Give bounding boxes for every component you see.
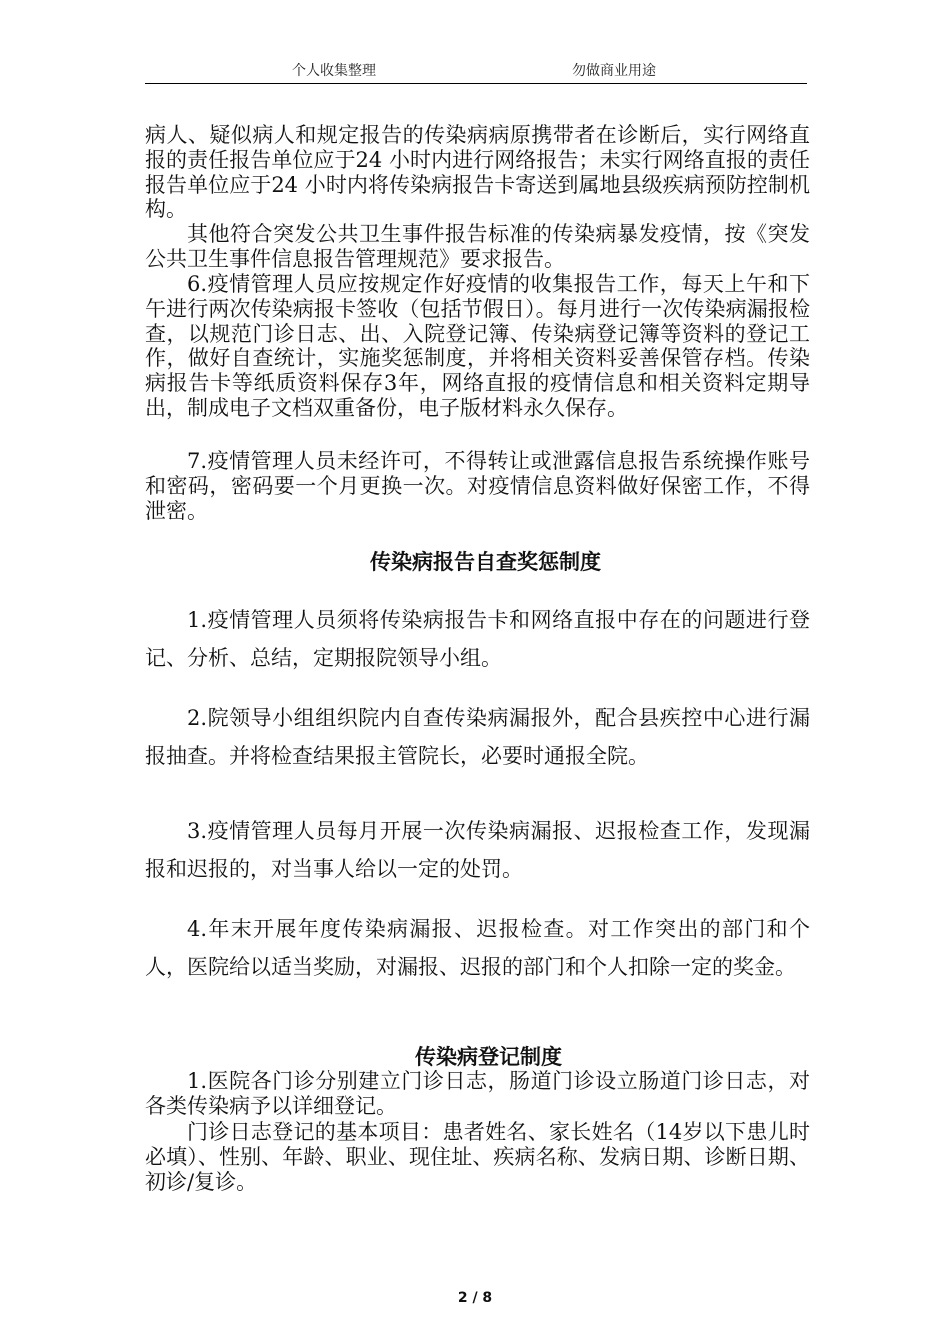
reward-item-3: 3.疫情管理人员每月开展一次传染病漏报、迟报检查工作，发现漏报和迟报的，对当事人给以一定的处罚。 [145,819,810,881]
registration-item-2: 门诊日志登记的基本项目：患者姓名、家长姓名（14岁以下患儿时必填）、性别、年龄、职业、现住址、疾病名称、发病日期、诊断日期、初诊/复诊。 [145,1120,810,1194]
header-divider [145,83,807,84]
header-right-text: 勿做商业用途 [572,63,656,79]
section-title-registration: 传染病登记制度 [415,1045,562,1069]
registration-item-1: 1.医院各门诊分别建立门诊日志，肠道门诊设立肠道门诊日志，对各类传染病予以详细登记。 [145,1069,810,1118]
reward-item-1: 1.疫情管理人员须将传染病报告卡和网络直报中存在的问题进行登记、分析、总结，定期报院领导小组。 [145,608,810,670]
header-left-text: 个人收集整理 [292,63,376,79]
page-number: 2 / 8 [457,1290,493,1306]
paragraph-item-7: 7.疫情管理人员未经许可，不得转让或泄露信息报告系统操作账号和密码，密码要一个月更换一次。对疫情信息资料做好保密工作，不得泄密。 [145,449,810,523]
reward-item-2: 2.院领导小组组织院内自查传染病漏报外，配合县疾控中心进行漏报抽查。并将检查结果报主管院长，必要时通报全院。 [145,706,810,768]
reward-item-4: 4.年末开展年度传染病漏报、迟报检查。对工作突出的部门和个人，医院给以适当奖励，对漏报、迟报的部门和个人扣除一定的奖金。 [145,917,810,979]
paragraph-reporting-deadline: 病人、疑似病人和规定报告的传染病病原携带者在诊断后，实行网络直报的责任报告单位应于24 小时内进行网络报告；未实行网络直报的责任报告单位应于24 小时内将传染病报告卡寄送到属地县级疾病预防控制机构。 [145,123,810,222]
paragraph-item-6: 6.疫情管理人员应按规定作好疫情的收集报告工作，每天上午和下午进行两次传染病报卡签收（包括节假日）。每月进行一次传染病漏报检查，以规范门诊日志、出、入院登记簿、传染病登记簿等资料的登记工作，做好自查统计，实施奖惩制度，并将相关资料妥善保管存档。传染病报告卡等纸质资料保存3年，网络直报的疫情信息和相关资料定期导出，制成电子文档双重备份，电子版材料永久保存。 [145,272,810,420]
paragraph-outbreak-reporting: 其他符合突发公共卫生事件报告标准的传染病暴发疫情，按《突发公共卫生事件信息报告管理规范》要求报告。 [145,222,810,271]
section-title-reward-penalty: 传染病报告自查奖惩制度 [370,550,601,574]
